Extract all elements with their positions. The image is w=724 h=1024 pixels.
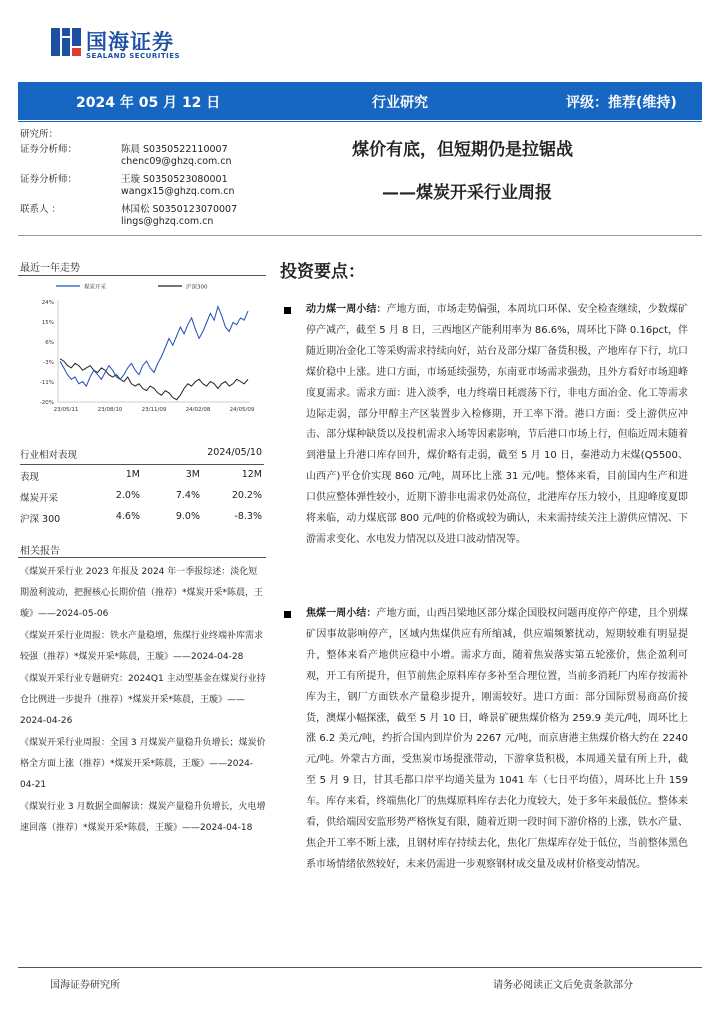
banner-divider xyxy=(18,121,702,122)
related-heading-rule xyxy=(18,557,266,558)
x-tick-label: 24/02/08 xyxy=(185,407,211,413)
trend-chart xyxy=(18,278,268,418)
related-report-link[interactable]: 《煤炭行业 3 月数据全面解读：煤炭产量稳升负增长，火电增速回落（推荐）*煤炭开采*陈晨，王璇》——2024-04-18 xyxy=(20,802,266,833)
analyst-header xyxy=(20,126,290,141)
trend-heading: 最近一年走势 xyxy=(20,263,80,274)
series-line-hs300 xyxy=(60,359,248,400)
key-point-coking-coal xyxy=(306,604,688,876)
brand-name-cn: 国海证券 xyxy=(86,30,174,54)
table-cell: 煤炭开采 xyxy=(20,493,59,504)
key-points-heading: 投资要点： xyxy=(280,262,365,282)
sealand-logo-icon xyxy=(50,26,82,58)
analyst-role: 联系人 ： xyxy=(20,204,62,215)
x-tick-label: 24/05/09 xyxy=(229,407,255,413)
related-report-link[interactable]: 《煤炭开采行业周报：铁水产量稳增，焦煤行业终端补库需求较强（推荐）*煤炭开采*陈晨，王璇》——2024-04-28 xyxy=(20,631,264,662)
y-tick-label: 15% xyxy=(41,320,54,326)
key-point-lead: 焦煤一周小结： xyxy=(306,608,377,619)
legend-label-hs300: 沪深300 xyxy=(186,284,208,291)
analyst-info xyxy=(20,126,290,231)
series-line-coal xyxy=(60,307,248,387)
performance-heading: 行业相对表现 xyxy=(20,450,78,461)
performance-table xyxy=(20,447,264,528)
related-report-link[interactable]: 《煤炭开采行业专题研究：2024Q1 主动型基金在煤炭行业持仓比例进一步提升（推荐）*煤炭开采*陈晨，王璇》——2024-04-26 xyxy=(20,674,266,726)
report-date: 2024 年 05 月 12 日 xyxy=(76,95,221,111)
y-tick-label: -20% xyxy=(39,400,54,406)
performance-date: 2024/05/10 xyxy=(207,447,262,458)
table-cell: 沪深 300 xyxy=(20,514,61,525)
table-row xyxy=(20,507,264,528)
key-point-text: 产地方面，市场走势偏强，本周坑口环保、安全检查继续，少数煤矿停产减产，截至 5 月 8 日，三西地区产能利用率为 86.6%，周环比下降 0.16pct，伴随近期冶金化工等采购需求持续向好，站台及部分煤厂备货积极，产地库存下行，坑口煤价稳中上涨。进口方面，市场延续强势，东南亚市场需求强劲，且外方看好市场迎峰度夏需求。需求方面：进入淡季，电力终端日耗震荡下行，非电方面冶金、化工等需求边际走弱，部分甲醇主产区装置步入检修期，开工率下滑。港口方面：受上游供应冲击、部分煤种缺货以及投机需求入场等因素影响，节后港口市场上行，但临近周末随着到港量上升港口库存回升，煤价略有走弱，截至 5 月 10 日，秦港动力末煤(Q5500、山西产)平仓价实现 860 元/吨，周环比上涨 31 元/吨。整体来看，目前国内生产和进口供应整体弹性较小，近期下游非电需求仍处高位，北港库存压力较小，且迎峰度夏即将来临，动力煤底部 800 元/吨的价格或较为确认，未来需持续关注上游供应情况、下游需求变化、水电发力情况以及进口波动情况等。 xyxy=(306,304,689,545)
y-tick-label: 6% xyxy=(45,340,54,346)
analyst-value: 陈晨 S0350522110007 xyxy=(121,144,228,155)
performance-header-row xyxy=(20,447,264,464)
analyst-value: 林国松 S0350123070007 xyxy=(121,204,238,215)
company-logo xyxy=(50,24,190,68)
footer-divider xyxy=(18,967,702,968)
footer-disclaimer: 请务必阅读正文后免责条款部分 xyxy=(493,980,633,991)
header-banner xyxy=(18,82,702,120)
x-tick-label: 23/05/11 xyxy=(53,407,79,413)
analyst-header-label: 研究所： xyxy=(20,129,59,140)
column-header: 表现 xyxy=(20,472,40,483)
x-tick-label: 23/11/09 xyxy=(141,407,167,413)
column-header: 12M xyxy=(241,469,262,480)
analyst-role: 证券分析师： xyxy=(20,174,78,185)
table-cell: 9.0% xyxy=(175,511,200,522)
square-bullet-icon xyxy=(284,307,291,314)
column-header: 1M xyxy=(125,469,140,480)
analyst-value: 王璇 S0350523080001 xyxy=(121,174,228,185)
analyst-row xyxy=(20,201,290,216)
legend-label-coal: 煤炭开采 xyxy=(84,284,107,291)
analyst-row xyxy=(20,171,290,186)
table-cell: 2.0% xyxy=(115,490,140,501)
analyst-row xyxy=(20,216,290,231)
related-reports-list xyxy=(20,562,266,840)
key-point-lead: 动力煤一周小结： xyxy=(306,304,387,315)
analyst-email[interactable]: chenc09@ghzq.com.cn xyxy=(121,156,232,167)
table-cell: 4.6% xyxy=(115,511,140,522)
header-divider xyxy=(18,235,702,236)
key-point-thermal-coal xyxy=(306,300,688,551)
table-cell: 20.2% xyxy=(231,490,262,501)
analyst-email[interactable]: wangx15@ghzq.com.cn xyxy=(121,186,235,197)
footer-institute: 国海证券研究所 xyxy=(50,980,120,991)
related-report-link[interactable]: 《煤炭开采行业周报：全国 3 月煤炭产量稳升负增长；煤炭价格全方面上涨（推荐）*煤炭开采*陈晨，王璇》——2024-04-21 xyxy=(20,738,266,790)
analyst-row xyxy=(20,156,290,171)
analyst-row xyxy=(20,186,290,201)
analyst-role: 证券分析师： xyxy=(20,144,78,155)
table-row xyxy=(20,465,264,486)
table-row xyxy=(20,486,264,507)
square-bullet-icon xyxy=(284,611,291,618)
x-tick-label: 23/08/10 xyxy=(97,407,123,413)
y-tick-label: 24% xyxy=(41,300,54,306)
report-category: 行业研究 xyxy=(372,95,428,111)
y-tick-label: -11% xyxy=(39,380,54,386)
table-cell: -8.3% xyxy=(234,511,262,522)
column-header: 3M xyxy=(185,469,200,480)
related-heading: 相关报告 xyxy=(20,546,60,557)
report-title: 煤价有底，但短期仍是拉锯战 xyxy=(352,140,573,160)
trend-heading-rule xyxy=(18,275,266,276)
y-tick-label: -3% xyxy=(43,360,54,366)
report-subtitle: ——煤炭开采行业周报 xyxy=(382,183,552,203)
brand-name-en: SEALAND SECURITIES xyxy=(86,52,181,60)
analyst-row xyxy=(20,141,290,156)
report-rating: 评级：推荐(维持) xyxy=(566,95,677,111)
table-cell: 7.4% xyxy=(175,490,200,501)
key-point-text: 产地方面，山西吕梁地区部分煤企国股权问题再度停产停建，且个别煤矿因事故影响停产，区域内焦煤供应有所缩减，供应端频繁扰动，短期较难有明显提升，整体来看产地供应稳中小增。需求方面，随着焦炭落实第五轮涨价，焦企盈利可观，开工有所提升，但节前焦企原料库存多补至合理位置，当前多消耗厂内库存按需补库为主，钢厂方面铁水产量稳步提升，刚需较好。进口方面：部分国际贸易商高价接货，澳煤小幅探涨，截至 5 月 10 日，峰景矿硬焦煤价格为 259.9 美元/吨，周环比上涨 6.2 美元/吨，约折合国内到岸价为 2267 元/吨，而京唐港主焦煤价格大约在 2240 元/吨。外蒙古方面，受焦炭市场提涨带动，下游拿货积极，本周通关量有所上升，截至 5 月 9 日，甘其毛都口岸平均通关量为 1041 车（七日平均值），周环比上升 159 车。库存来看，终端焦化厂的焦煤原料库存去化力度较大，处于多年来最低位。整体来看，供给端因安监形势严格恢复有限，随着近期一段时间下游价格的上涨，铁水产量、焦企开工率不断上涨，且钢材库存持续去化，焦化厂焦煤库存处于低位，当前整体黑色系市场情绪依然较好，未来仍需进一步观察钢材成交量及成材价格变动情况。 xyxy=(306,608,689,870)
related-report-link[interactable]: 《煤炭开采行业 2023 年报及 2024 年一季报综述：淡化短期盈利波动，把握核心长期价值（推荐）*煤炭开采*陈晨，王璇》——2024-05-06 xyxy=(20,567,264,619)
analyst-email[interactable]: lings@ghzq.com.cn xyxy=(121,216,214,227)
